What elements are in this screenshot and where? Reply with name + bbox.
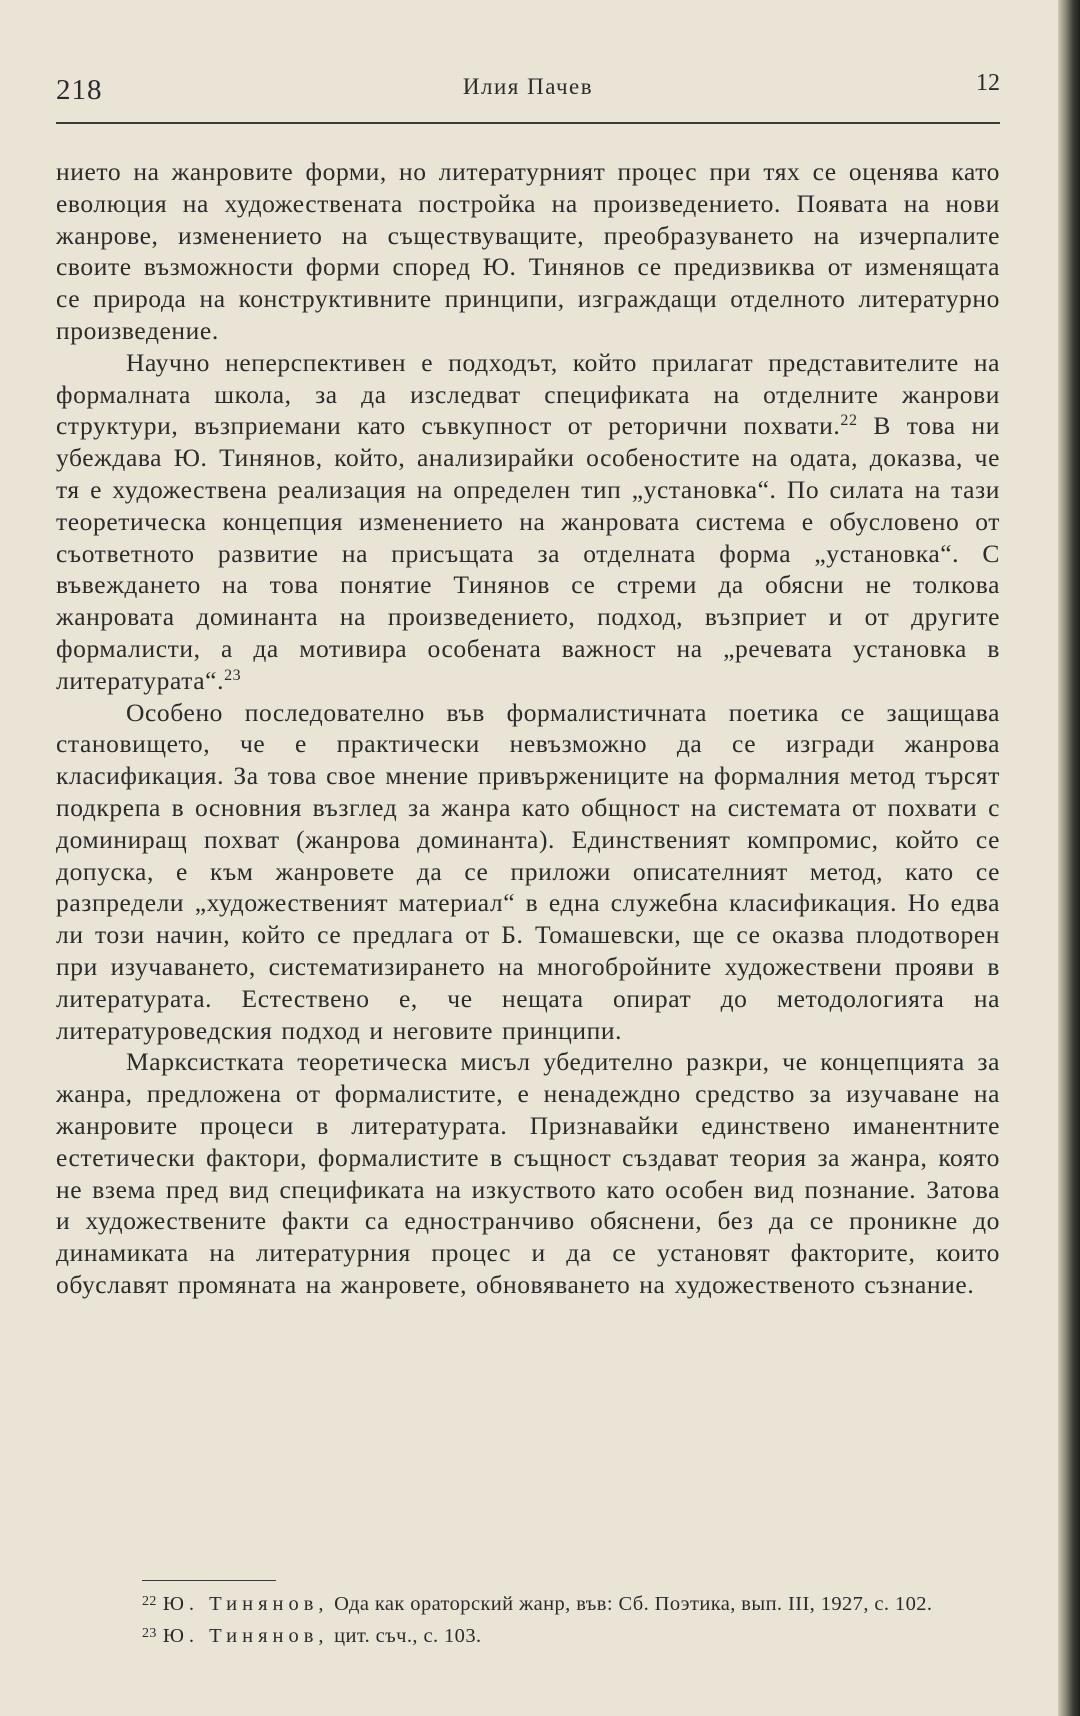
footnote-rule bbox=[142, 1580, 276, 1581]
paragraph-4 bbox=[56, 1046, 1000, 1300]
page-number: 218 bbox=[56, 74, 103, 106]
footnote-ref-23[interactable]: 23 bbox=[224, 666, 242, 684]
paragraph-2-text-b: В това ни убеждава Ю. Тинянов, който, анализирайки особеностите на одата, доказва, че тя е художествена реализация на определен тип „установка“. По силата на тази теоретическа концепция изменението на жанровата система е обусловено от съответното развитие на присъщата за отделната форма „установка“. С въвеждането на това понятие Тинянов се стреми да обясни не толкова жанровата доминанта на произведението, подход, възприет и от другите формалисти, а да мотивира особената важност на „речевата установка в литературата“. bbox=[56, 411, 1000, 695]
footnote-23 bbox=[56, 1619, 1000, 1651]
paragraph-1 bbox=[56, 156, 1000, 347]
running-head-author: Илия Пачев bbox=[462, 74, 594, 99]
section-number: 12 bbox=[976, 70, 1000, 96]
header-rule bbox=[56, 122, 1000, 124]
footnote-22-text: Ода как ораторский жанр, във: Сб. Поэтика, вып. III, 1927, с. 102. bbox=[328, 1593, 933, 1615]
paragraph-2-text-a: Научно неперспективен е подходът, който прилагат представителите на формалната школа, за да изследват спецификата на отделните жанрови структури, възприемани като съвкупност от реторични похвати. bbox=[56, 347, 1000, 441]
footnote-23-author: Ю. Тинянов, bbox=[162, 1625, 329, 1647]
footnote-ref-22[interactable]: 22 bbox=[840, 412, 858, 430]
footnote-23-mark: 23 bbox=[142, 1626, 157, 1641]
footnote-23-text: цит. съч., с. 103. bbox=[328, 1625, 482, 1647]
paragraph-3 bbox=[56, 697, 1000, 1047]
footnote-22-mark: 22 bbox=[142, 1594, 157, 1609]
paragraph-3-text: Особено последователно във формалистичната поетика се защищава становището, че е практически невъзможно да се изгради жанрова класификация. За това свое мнение привържениците на формалния метод търсят подкрепа в основния възглед за жанра като общност на системата от похвати с доминиращ похват (жанрова доминанта). Единственият компромис, който се допуска, е към жанровете да се приложи описателният метод, като се разпредели „художественият материал“ в една служебна класификация. Но едва ли този начин, който се предлага от Б. Томашевски, ще се оказва плодотворен при изучаването, систематизирането на многобройните художествени прояви в литературата. Естествено е, че нещата опират до методологията на литературоведския подход и неговите принципи. bbox=[56, 697, 1000, 1045]
footnotes bbox=[56, 1587, 1000, 1651]
page-header bbox=[56, 66, 1000, 110]
page-edge-shadow bbox=[1058, 0, 1080, 1716]
paragraph-4-text: Марксистката теоретическа мисъл убедително разкри, че концепцията за жанра, предложена от формалистите, е ненадеждно средство за изучаване на жанровите процеси в литературата. Признавайки единствено иманентните естетически фактори, формалистите в същност създават теория за жанра, която не взема пред вид спецификата на изкуството като особен вид познание. Затова и художествените факти са едностранчиво обяснени, без да се проникне до динамиката на литературния процес и да се установят факторите, които обуславят промяната на жанровете, обновяването на художественото съзнание. bbox=[56, 1047, 1000, 1299]
footnote-22 bbox=[56, 1587, 1000, 1619]
footnote-22-author: Ю. Тинянов, bbox=[162, 1593, 329, 1615]
body-text bbox=[56, 156, 1000, 1301]
paragraph-1-text: нието на жанровите форми, но литературният процес при тях се оценява като еволюция на художествената постройка на произведението. Появата на нови жанрове, изменението на съществуващите, преобразуването на изчерпалите своите възможности форми според Ю. Тинянов се предизвиква от изменящата се природа на конструктивните принципи, изграждащи отделното литературно произведение. bbox=[56, 157, 1000, 345]
paragraph-2 bbox=[56, 347, 1000, 697]
